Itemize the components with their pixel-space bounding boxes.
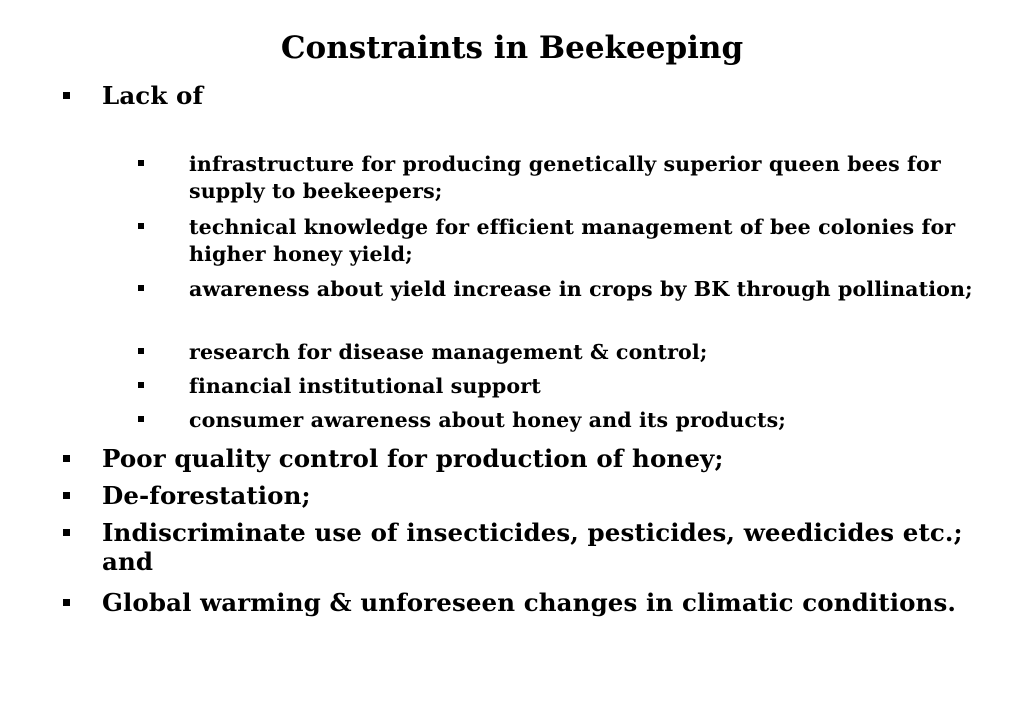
bullet-text: Indiscriminate use of insecticides, pesticides, weedicides etc.; and	[102, 518, 963, 576]
square-bullet-icon	[63, 492, 70, 499]
bullet-text: Lack of	[102, 81, 204, 110]
bullet-text: Poor quality control for production of honey;	[102, 444, 724, 473]
sub-bullet-text: research for disease management & control;	[189, 340, 708, 364]
sub-bullet-text: consumer awareness about honey and its products;	[189, 408, 786, 432]
sub-bullet-text: technical knowledge for efficient management of bee colonies for higher honey yield;	[189, 215, 956, 266]
bullet-text: De-forestation;	[102, 481, 311, 510]
square-bullet-icon	[63, 599, 70, 606]
sub-bullet-text: financial institutional support	[189, 374, 541, 398]
square-bullet-icon	[63, 529, 70, 536]
slide-title: Constraints in Beekeeping	[280, 30, 744, 66]
square-bullet-icon	[63, 92, 70, 99]
square-bullet-icon	[138, 223, 144, 229]
square-bullet-icon	[138, 416, 144, 422]
sub-bullet-text: infrastructure for producing genetically superior queen bees for supply to beekeepers;	[189, 152, 941, 203]
bullet-text: Global warming & unforeseen changes in climatic conditions.	[102, 588, 956, 617]
square-bullet-icon	[138, 160, 144, 166]
square-bullet-icon	[138, 285, 144, 291]
square-bullet-icon	[138, 348, 144, 354]
square-bullet-icon	[138, 382, 144, 388]
square-bullet-icon	[63, 455, 70, 462]
sub-bullet-text: awareness about yield increase in crops by BK through pollination;	[189, 277, 973, 301]
